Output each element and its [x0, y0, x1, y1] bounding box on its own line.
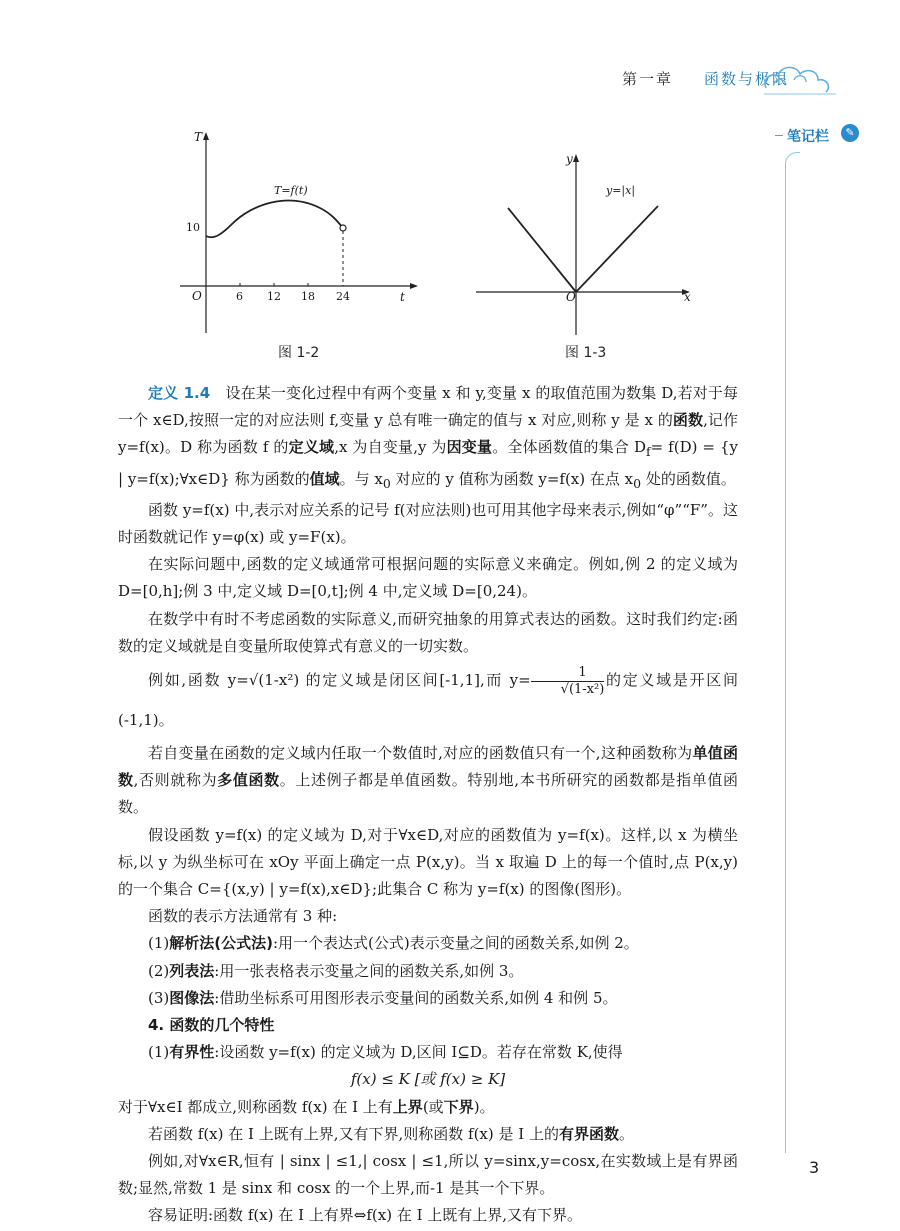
text-run: ,x 为自变量,y 为 [334, 438, 447, 457]
text-run: 。与 x [339, 469, 383, 488]
figure-1-2-plot [170, 128, 430, 338]
paragraph: 在实际问题中,函数的定义域通常可根据问题的实际意义来确定。例如,例 2 的定义域为 D=[0,h];例 3 中,定义域 D=[0,t];例 4 中,定义域 D=[0,24)。 [118, 555, 738, 601]
origin-label: O [192, 289, 202, 303]
y-tick-label: 10 [186, 221, 200, 234]
text-run: (2) [148, 961, 170, 980]
definition-label: 定义 1.4 [148, 384, 211, 402]
figure-1-2 [170, 128, 430, 338]
fraction-denominator: √(1-x²) [560, 681, 605, 697]
x-tick-label: 12 [267, 290, 281, 303]
term-upper-bound: 上界 [392, 1097, 423, 1116]
paragraph: 容易证明:函数 f(x) 在 I 上有界⇔f(x) 在 I 上既有上界,又有下界。 [148, 1206, 583, 1225]
term-domain: 定义域 [288, 438, 335, 457]
main-text [118, 380, 738, 1230]
text-run: 处的函数值。 [641, 469, 736, 488]
definition-paragraph [118, 380, 738, 497]
running-header [600, 62, 900, 102]
term-dependent: 因变量 [446, 438, 493, 457]
rail-line [785, 152, 800, 1153]
paragraph: 函数的表示方法通常有 3 种: [148, 907, 338, 926]
text-run: :用一个表达式(公式)表示变量之间的函数关系,如例 2。 [272, 934, 639, 953]
text-run: 若函数 f(x) 在 I 上既有上界,又有下界,则称函数 f(x) 是 I 上的 [148, 1124, 559, 1143]
term-lower-bound: 下界 [443, 1097, 474, 1116]
text-run: 对于∀x∈I 都成立,则称函数 f(x) 在 I 上有 [118, 1097, 393, 1116]
text-run: ,记作 y=f(x)。D 称为函数 f 的 [118, 411, 738, 457]
x-tick-label: 24 [336, 290, 350, 303]
paragraph: 在数学中有时不考虑函数的实际意义,而研究抽象的用算式表达的函数。这时我们约定:函数的定义域就是自变量所取使算式有意义的一切实数。 [118, 609, 738, 655]
text-run: (或 [422, 1097, 444, 1116]
curve-label: y=|x| [606, 184, 636, 197]
text-run: (1) [148, 934, 170, 953]
method-item [118, 958, 738, 985]
property-item [118, 1039, 738, 1066]
y-axis-label: y [566, 152, 573, 166]
example-paragraph [118, 660, 738, 740]
fraction-numerator: 1 [531, 665, 605, 682]
text-run: 例如,函数 y=√(1-x²) 的定义域是闭区间[-1,1],而 y= [148, 671, 531, 690]
text-run: )。 [473, 1097, 495, 1116]
curve-label: T=f(t) [274, 184, 308, 197]
term-single-valued: 单值函数 [118, 744, 738, 790]
text-run: 若自变量在函数的定义域内任取一个数值时,对应的函数值只有一个,这种函数称为 [148, 744, 693, 763]
x-axis-label: x [684, 290, 691, 304]
chapter-label: 第一章 [622, 70, 674, 88]
cloud-ornament-icon [760, 62, 840, 98]
term-analytic: 解析法(公式法) [169, 934, 273, 953]
figure-1-3 [470, 150, 700, 340]
figure-1-3-caption: 图 1-3 [565, 345, 607, 361]
origin-label: O [566, 290, 576, 304]
term-range: 值域 [309, 469, 340, 488]
text-run: = f(D) = {y | y=f(x);∀x∈D} 称为函数的 [118, 438, 738, 488]
text-run: 。全体函数值的集合 D [492, 438, 646, 457]
y-axis-label: T [194, 130, 203, 144]
term-multi-valued: 多值函数 [217, 771, 280, 790]
text-run: 对应的 y 值称为函数 y=f(x) 在点 x [390, 469, 634, 488]
text-run: ,否则就称为 [133, 771, 218, 790]
subscript: f [645, 444, 651, 460]
paragraph: 函数 y=f(x) 中,表示对应关系的记号 f(对应法则)也可用其他字母来表示,例如“φ”“F”。这时函数就记作 y=φ(x) 或 y=F(x)。 [118, 500, 738, 547]
fraction [531, 665, 605, 698]
text-run: 设在某一变化过程中有两个变量 x 和 y,变量 x 的取值范围为数集 D,若对于每一个 x∈D,按照一定的对应法则 f,变量 y 总有唯一确定的值与 x 对应,则称 y 是 x 的 [118, 384, 738, 430]
term-function: 函数 [672, 411, 704, 430]
pencil-note-icon: ✎ [841, 124, 859, 142]
text-run: 的定义域是开区间(-1,1)。 [118, 671, 738, 730]
notes-label: 笔记栏 [787, 129, 829, 145]
method-item [118, 985, 738, 1012]
page-number: 3 [809, 1158, 820, 1177]
paragraph [118, 1121, 738, 1148]
x-tick-label: 18 [301, 290, 315, 303]
text-run: :借助坐标系可用图形表示变量间的函数关系,如例 4 和例 5。 [214, 988, 618, 1007]
rail-tick [775, 135, 783, 136]
figure-1-2-caption: 图 1-2 [278, 345, 320, 361]
text-run: (1) [148, 1043, 170, 1062]
figure-1-3-plot [470, 150, 700, 340]
x-axis-label: t [400, 290, 405, 304]
subscript: 0 [633, 475, 642, 491]
text-run: :用一张表格表示变量之间的函数关系,如例 3。 [214, 961, 524, 980]
notes-sidebar [775, 126, 900, 1170]
paragraph: 例如,对∀x∈R,恒有 | sinx | ≤1,| cosx | ≤1,所以 y=sinx,y=cosx,在实数域上是有界函数;显然,常数 1 是 sinx 和 cosx 的一个上界,而-1 是其一个下界。 [118, 1152, 738, 1198]
term-bounded-function: 有界函数 [558, 1124, 619, 1143]
formula: f(x) ≤ K [或 f(x) ≥ K] [350, 1070, 506, 1089]
term-graph: 图像法 [169, 988, 215, 1007]
term-boundedness: 有界性 [169, 1043, 215, 1062]
paragraph [118, 1094, 738, 1121]
term-table: 列表法 [169, 961, 215, 980]
text-run: 。上述例子都是单值函数。特别地,本书所研究的函数都是指单值函数。 [118, 771, 738, 817]
paragraph: 假设函数 y=f(x) 的定义域为 D,对于∀x∈D,对应的函数值为 y=f(x)。这样,以 x 为横坐标,以 y 为纵坐标可在 xOy 平面上确定一点 P(x,y)。当 x 取遍 D 上的每一个值时,点 P(x,y) 的一个集合 C={(x,y) | y=f(x),x∈D};此集合 C 称为 y=f(x) 的图像(图形)。 [118, 825, 738, 899]
text-run: :设函数 y=f(x) 的定义域为 D,区间 I⊆D。若存在常数 K,使得 [214, 1043, 623, 1062]
section-heading: 4. 函数的几个特性 [148, 1016, 275, 1035]
chapter-title: 函数与极限 [704, 70, 790, 88]
paragraph [118, 740, 738, 822]
method-item [118, 930, 738, 957]
text-run: (3) [148, 988, 170, 1007]
text-run: 。 [618, 1124, 634, 1143]
x-tick-label: 6 [236, 290, 243, 303]
subscript: 0 [382, 475, 391, 491]
